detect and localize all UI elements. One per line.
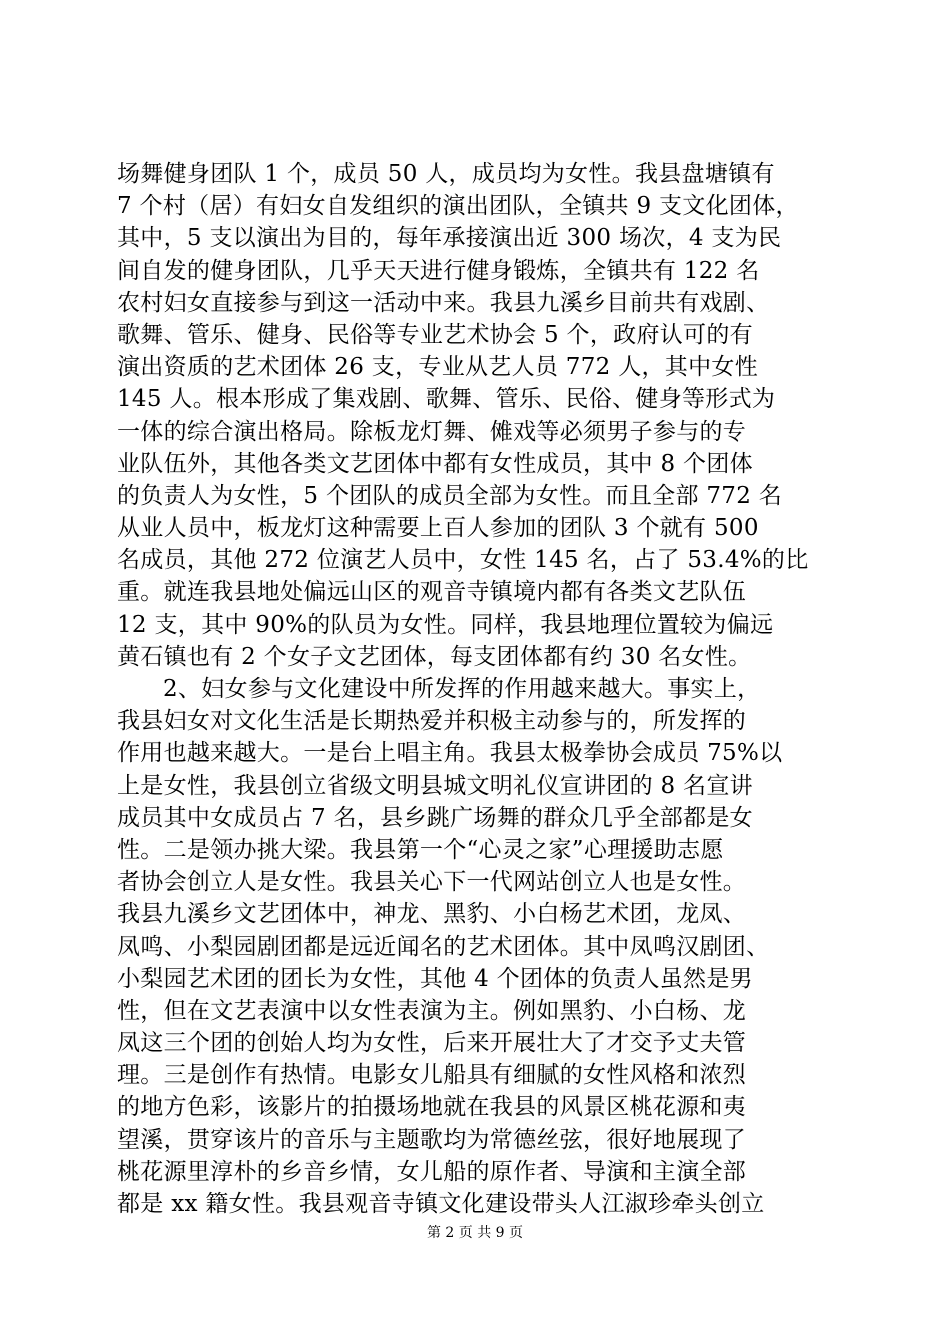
text-line: 农村妇女直接参与到这一活动中来。我县九溪乡目前共有戏剧、 — [117, 289, 770, 316]
text-line: 我县妇女对文化生活是长期热爱并积极主动参与的，所发挥的 — [117, 708, 747, 735]
text-line: 成员其中女成员占 7 名，县乡跳广场舞的群众几乎全部都是女 — [117, 804, 753, 831]
text-line: 一体的综合演出格局。除板龙灯舞、傩戏等必须男子参与的专 — [117, 418, 747, 445]
paragraph-start-line: 2、妇女参与文化建设中所发挥的作用越来越大。事实上， — [163, 676, 761, 702]
body-text — [117, 158, 833, 1220]
text-line: 桃花源里淳朴的乡音乡情，女儿船的原作者、导演和主演全部 — [117, 1158, 747, 1185]
text-line: 从业人员中，板龙灯这种需要上百人参加的团队 3 个就有 500 — [117, 515, 759, 542]
text-line: 小梨园艺术团的团长为女性，其他 4 个团体的负责人虽然是男 — [117, 965, 753, 992]
text-line: 12 支，其中 90%的队员为女性。同样，我县地理位置较为偏远 — [117, 611, 774, 638]
text-line: 望溪，贯穿该片的音乐与主题歌均为常德丝弦，很好地展现了 — [117, 1126, 747, 1153]
text-line: 场舞健身团队 1 个，成员 50 人，成员均为女性。我县盘塘镇有 — [117, 161, 775, 187]
text-line: 凤鸣、小梨园剧团都是远近闻名的艺术团体。其中凤鸣汉剧团、 — [117, 933, 770, 960]
text-line: 间自发的健身团队，几乎天天进行健身锻炼，全镇共有 122 名 — [117, 257, 760, 284]
text-line: 重。就连我县地处偏远山区的观音寺镇境内都有各类文艺队伍 — [117, 579, 747, 606]
text-line: 理。三是创作有热情。电影女儿船具有细腻的女性风格和浓烈 — [117, 1062, 747, 1089]
text-line: 作用也越来越大。一是台上唱主角。我县太极拳协会成员 75%以 — [117, 740, 783, 767]
text-line: 的地方色彩，该影片的拍摄场地就在我县的风景区桃花源和夷 — [117, 1094, 747, 1121]
text-line: 性，但在文艺表演中以女性表演为主。例如黑豹、小白杨、龙 — [117, 997, 747, 1024]
text-line: 145 人。根本形成了集戏剧、歌舞、管乐、民俗、健身等形式为 — [117, 386, 776, 413]
text-line: 者协会创立人是女性。我县关心下一代网站创立人也是女性。 — [117, 869, 747, 896]
text-line: 歌舞、管乐、健身、民俗等专业艺术协会 5 个，政府认可的有 — [117, 321, 753, 348]
text-line: 名成员，其他 272 位演艺人员中，女性 145 名，占了 53.4%的比 — [117, 547, 809, 574]
text-line: 我县九溪乡文艺团体中，神龙、黑豹、小白杨艺术团，龙凤、 — [117, 901, 747, 928]
text-line: 的负责人为女性，5 个团队的成员全部为女性。而且全部 772 名 — [117, 482, 783, 509]
text-line: 都是 xx 籍女性。我县观音寺镇文化建设带头人江淑珍牵头创立 — [117, 1191, 765, 1217]
text-line: 凤这三个团的创始人均为女性，后来开展壮大了才交予丈夫管 — [117, 1030, 747, 1057]
text-line: 黄石镇也有 2 个女子文艺团体，每支团体都有约 30 名女性。 — [117, 643, 752, 670]
text-line: 业队伍外，其他各类文艺团体中都有女性成员，其中 8 个团体 — [117, 450, 753, 477]
text-line: 演出资质的艺术团体 26 支，专业从艺人员 772 人，其中女性 — [117, 354, 759, 381]
page-footer: 第 2 页 共 9 页 — [426, 1225, 524, 1241]
text-line: 上是女性，我县创立省级文明县城文明礼仪宣讲团的 8 名宣讲 — [117, 772, 753, 799]
text-line: 性。二是领办挑大梁。我县第一个“心灵之家”心理援助志愿 — [117, 836, 724, 863]
text-line: 7 个村（居）有妇女自发组织的演出团队，全镇共 9 支文化团体， — [117, 193, 799, 220]
text-line: 其中，5 支以演出为目的，每年承接演出近 300 场次，4 支为民 — [117, 225, 782, 252]
